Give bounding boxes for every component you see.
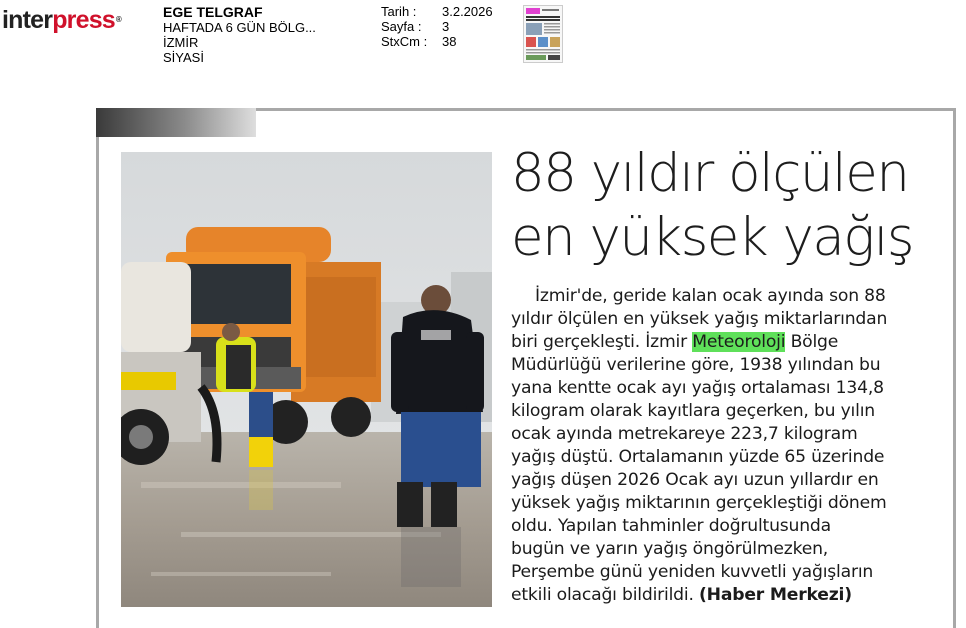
article-header-bar bbox=[96, 108, 256, 137]
page-thumbnail-image bbox=[524, 6, 562, 62]
publication-category: SİYASİ bbox=[163, 50, 204, 65]
body-line: yağış düşen 2026 Ocak ayı uzun yıllardır en bbox=[511, 470, 879, 490]
meta-size-row: StxCm : 38 bbox=[381, 34, 457, 49]
body-line: yana kentte ocak ayı yağış ortalaması 134,8 bbox=[511, 378, 884, 398]
meta-date-row: Tarih : 3.2.2026 bbox=[381, 4, 493, 19]
article-photo bbox=[121, 152, 492, 607]
publication-frequency: HAFTADA 6 GÜN BÖLG... bbox=[163, 20, 316, 35]
body-line: biri gerçekleşti. İzmir Meteoroloji Bölge bbox=[511, 332, 839, 352]
body-line: etkili olacağı bildirildi. (Haber Merkezi) bbox=[511, 585, 852, 605]
meta-page-row: Sayfa : 3 bbox=[381, 19, 450, 34]
highlighted-term: Meteoroloji bbox=[692, 332, 786, 352]
body-line: yüksek yağış miktarının gerçekleştiği dönem bbox=[511, 493, 887, 513]
body-line: yağış düştü. Ortalamanın yüzde 65 üzerinde bbox=[511, 447, 885, 467]
meta-size-value: 38 bbox=[442, 34, 457, 49]
body-line: yıldır ölçülen en yüksek yağış miktarlarından bbox=[511, 309, 888, 329]
flood-photo-illustration bbox=[121, 152, 492, 607]
body-line: İzmir'de, geride kalan ocak ayında son 88 bbox=[535, 286, 886, 306]
body-line: kilogram olarak kayıtlara geçerken, bu yılın bbox=[511, 401, 875, 421]
meta-date-value: 3.2.2026 bbox=[442, 4, 493, 19]
body-line: oldu. Yapılan tahminler doğrultusunda bbox=[511, 516, 831, 536]
headline-line-1: 88 yıldır ölçülen bbox=[511, 143, 909, 204]
clipping-meta bbox=[381, 4, 493, 49]
publication-city: İZMİR bbox=[163, 35, 199, 50]
article-headline bbox=[511, 142, 951, 270]
interpress-logo: interpress® bbox=[2, 6, 122, 34]
body-line: Perşembe günü yeniden kuvvetli yağışların bbox=[511, 562, 874, 582]
publication-name: EGE TELGRAF bbox=[163, 4, 263, 20]
publication-info bbox=[163, 5, 316, 65]
page-thumbnail[interactable] bbox=[523, 5, 563, 63]
article-body bbox=[511, 285, 941, 607]
meta-page-value: 3 bbox=[442, 19, 450, 34]
headline-line-2: en yüksek yağış bbox=[511, 207, 913, 268]
body-line: ocak ayında metrekareye 223,7 kilogram bbox=[511, 424, 858, 444]
article-credit: (Haber Merkezi) bbox=[699, 585, 852, 605]
body-line: bugün ve yarın yağış öngörülmezken, bbox=[511, 539, 829, 559]
body-line: Müdürlüğü verilerine göre, 1938 yılından bu bbox=[511, 355, 881, 375]
